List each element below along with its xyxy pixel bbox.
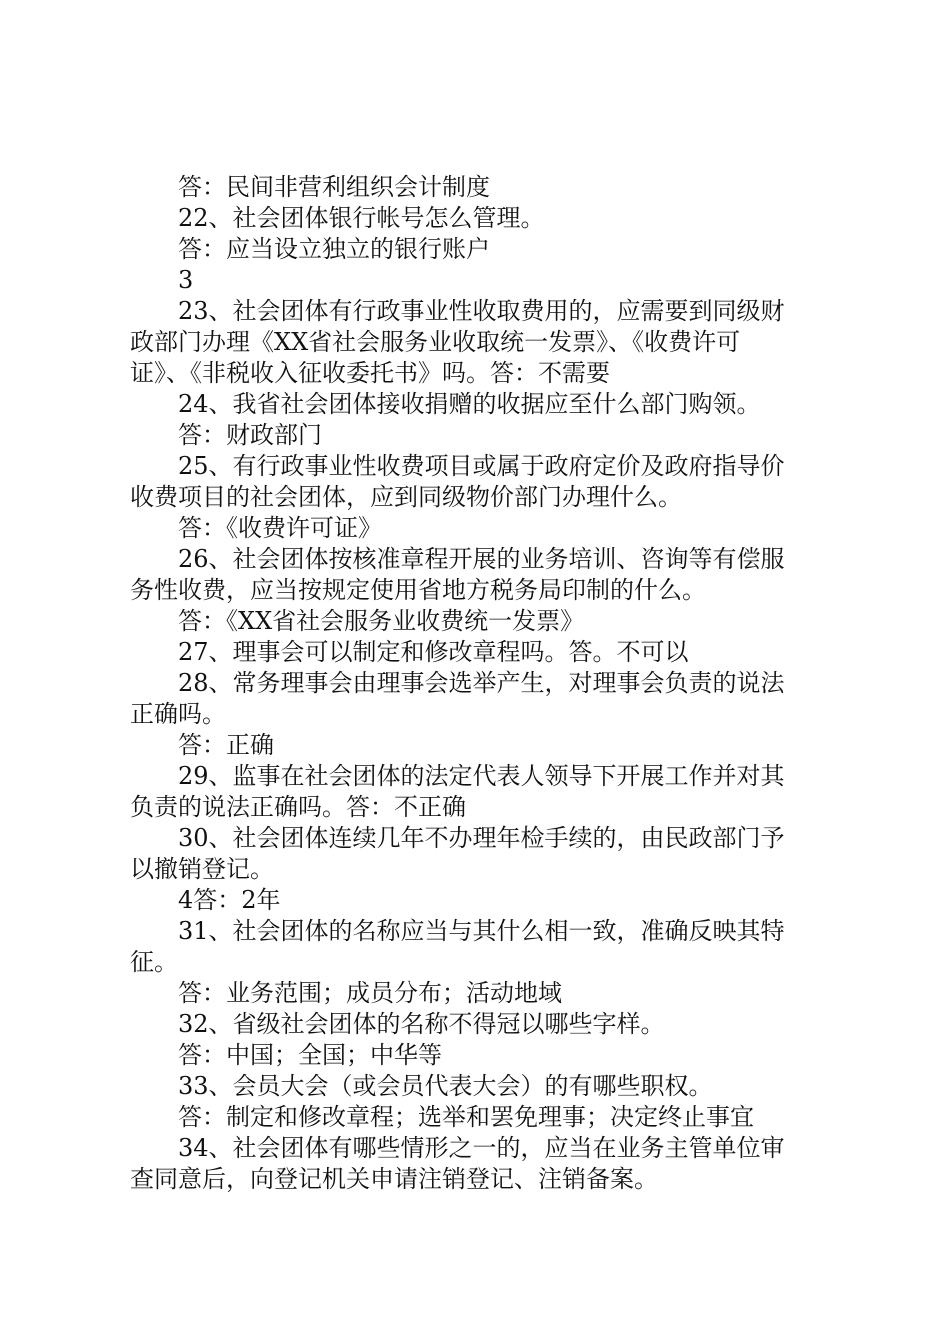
text-line: 答：财政部门 [178, 421, 322, 449]
text-line: 答：民间非营利组织会计制度 [178, 173, 490, 201]
text-line: 32、省级社会团体的名称不得冠以哪些字样。 [178, 1010, 665, 1038]
text-line: 4答：2年 [178, 886, 281, 914]
text-line: 答：《收费许可证》 [178, 514, 382, 542]
text-line: 征。 [130, 948, 178, 976]
text-line: 23、社会团体有行政事业性收取费用的，应需要到同级财 [178, 297, 785, 325]
text-line: 答：制定和修改章程；选举和罢免理事；决定终止事宜 [178, 1103, 754, 1131]
text-line: 29、监事在社会团体的法定代表人领导下开展工作并对其 [178, 762, 785, 790]
text-line: 30、社会团体连续几年不办理年检手续的，由民政部门予 [178, 824, 785, 852]
text-line: 26、社会团体按核准章程开展的业务培训、咨询等有偿服 [178, 545, 785, 573]
text-line: 收费项目的社会团体，应到同级物价部门办理什么。 [130, 483, 682, 511]
text-line: 答：正确 [178, 731, 274, 759]
text-line: 答：应当设立独立的银行账户 [178, 235, 490, 263]
text-line: 27、理事会可以制定和修改章程吗。答。不可以 [178, 638, 689, 666]
text-line: 务性收费，应当按规定使用省地方税务局印制的什么。 [130, 576, 706, 604]
text-line: 以撤销登记。 [130, 855, 274, 883]
text-line: 22、社会团体银行帐号怎么管理。 [178, 204, 545, 232]
text-line: 政部门办理《XX省社会服务业收取统一发票》、《收费许可 [130, 328, 741, 356]
text-line: 证》、《非税收入征收委托书》吗。答：不需要 [130, 359, 610, 387]
text-line: 34、社会团体有哪些情形之一的，应当在业务主管单位审 [178, 1134, 785, 1162]
text-line: 正确吗。 [130, 700, 226, 728]
text-line: 28、常务理事会由理事会选举产生，对理事会负责的说法 [178, 669, 785, 697]
text-line: 33、会员大会（或会员代表大会）的有哪些职权。 [178, 1072, 713, 1100]
text-line: 负责的说法正确吗。答：不正确 [130, 793, 466, 821]
text-line: 31、社会团体的名称应当与其什么相一致，准确反映其特 [178, 917, 785, 945]
text-line: 25、有行政事业性收费项目或属于政府定价及政府指导价 [178, 452, 785, 480]
text-line: 查同意后，向登记机关申请注销登记、注销备案。 [130, 1165, 658, 1193]
text-line: 答：《XX省社会服务业收费统一发票》 [178, 607, 585, 635]
text-line: 24、我省社会团体接收捐赠的收据应至什么部门购领。 [178, 390, 761, 418]
text-line: 3 [178, 266, 194, 294]
text-line: 答：中国；全国；中华等 [178, 1041, 442, 1069]
document-body [130, 172, 830, 1195]
text-line: 答：业务范围；成员分布；活动地域 [178, 979, 562, 1007]
